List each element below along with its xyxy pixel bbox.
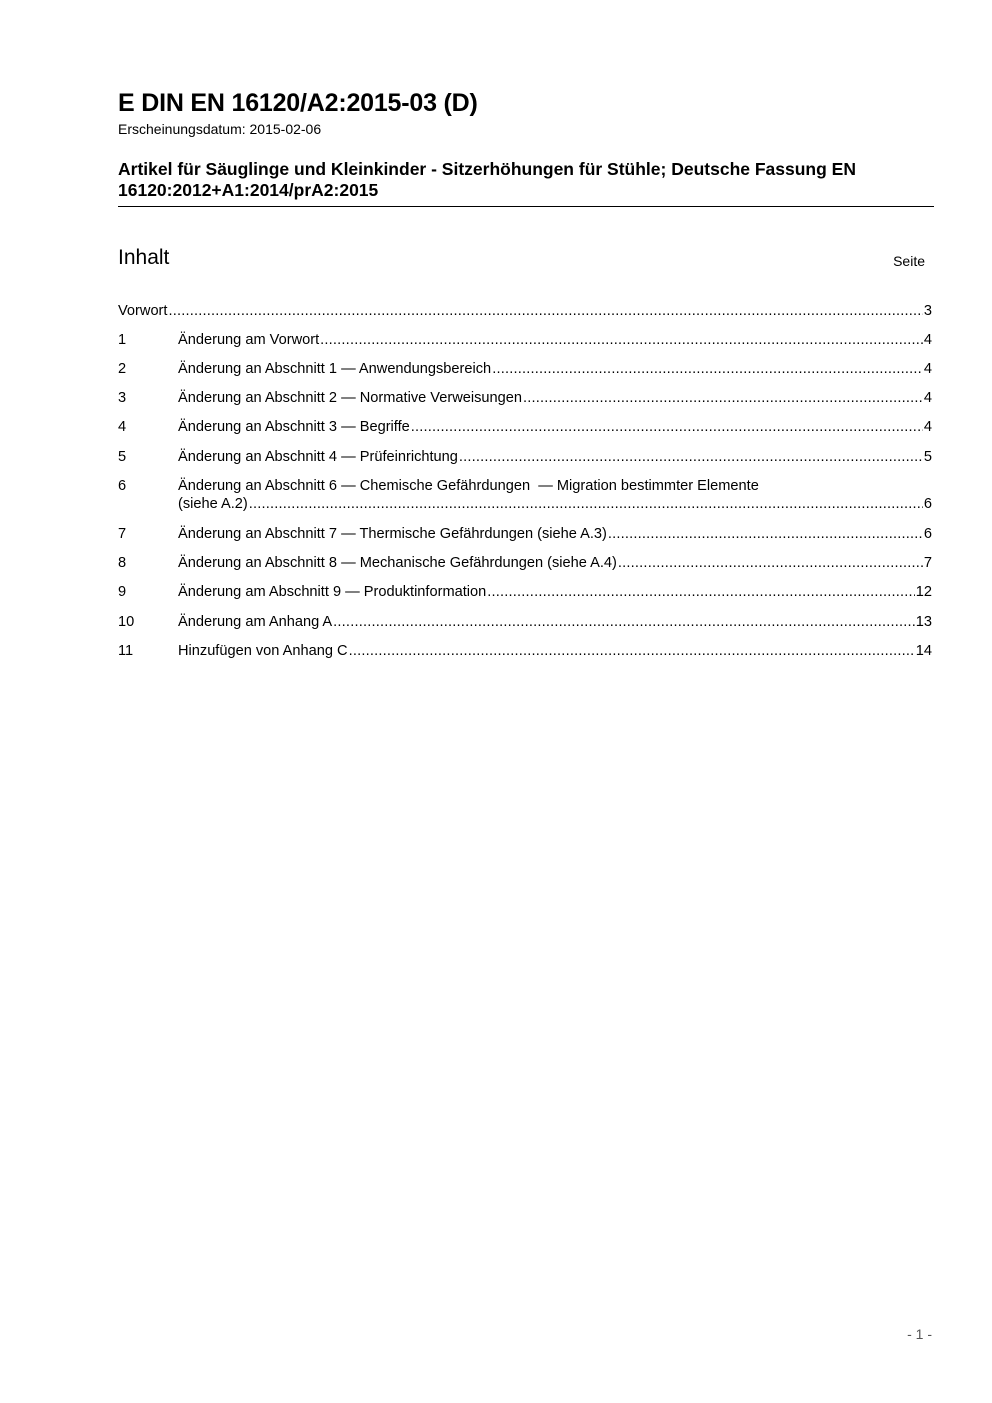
- toc-entry-text-line-1: Änderung an Abschnitt 6 — Chemische Gefährdungen — Migration bestimmter Elemente: [178, 478, 759, 494]
- toc-leader: [249, 495, 923, 513]
- toc-entry-page: 5: [923, 449, 932, 465]
- toc-entry-number: 1: [118, 332, 127, 348]
- toc-entry-page: 4: [923, 390, 932, 406]
- toc-entry-page: 14: [915, 643, 932, 659]
- toc-leader: [333, 613, 915, 631]
- toc-leader: [349, 642, 915, 660]
- toc-entry-text: Änderung an Abschnitt 3 — Begriffe: [178, 419, 410, 435]
- toc-entry-number: 3: [118, 390, 127, 406]
- publication-date: Erscheinungsdatum: 2015-02-06: [118, 121, 322, 137]
- toc-entry-text: Hinzufügen von Anhang C: [178, 643, 348, 659]
- toc-entry-page: 12: [915, 584, 932, 600]
- toc-entry-page: 13: [915, 614, 932, 630]
- toc-entry-number: 6: [118, 478, 127, 494]
- toc-leader: [411, 418, 923, 436]
- toc-heading: Inhalt: [118, 246, 170, 269]
- toc-entry-page: 6: [923, 526, 932, 542]
- document-code: E DIN EN 16120/A2:2015-03 (D): [118, 89, 478, 117]
- toc-leader: [523, 389, 923, 407]
- toc-entry-text: Änderung am Anhang A: [178, 614, 333, 630]
- toc-entry-number: 2: [118, 361, 127, 377]
- toc-leader: [618, 554, 923, 572]
- toc-leader: [168, 302, 922, 320]
- toc-entry-text: Änderung am Abschnitt 9 — Produktinformation: [178, 584, 487, 600]
- toc-entry-number: 9: [118, 584, 127, 600]
- toc-entry-text: Änderung an Abschnitt 2 — Normative Verweisungen: [178, 390, 522, 406]
- toc-entry-text: Änderung an Abschnitt 7 — Thermische Gefährdungen (siehe A.3): [178, 526, 607, 542]
- toc-entry-page: 4: [923, 361, 932, 377]
- toc-entry-page: 4: [923, 419, 932, 435]
- toc-entry-text-line-2: (siehe A.2): [178, 496, 248, 512]
- toc-entry-text: Änderung am Vorwort: [178, 332, 320, 348]
- toc-leader: [492, 360, 923, 378]
- toc-leader: [459, 448, 923, 466]
- toc-entry-number: 4: [118, 419, 127, 435]
- toc-entry-number: 5: [118, 449, 127, 465]
- page-number: - 1 -: [907, 1326, 932, 1342]
- toc-entry-number: 11: [118, 643, 134, 659]
- toc-entry-text: Änderung an Abschnitt 4 — Prüfeinrichtung: [178, 449, 458, 465]
- title-divider: [118, 206, 934, 207]
- toc-leader: [320, 331, 923, 349]
- toc-leader: [608, 525, 923, 543]
- toc-entry-number: 10: [118, 614, 135, 630]
- toc-leader: [487, 583, 915, 601]
- toc-entry-text: Vorwort: [118, 303, 168, 319]
- toc-entry-number: 7: [118, 526, 127, 542]
- toc-entry-number: 8: [118, 555, 127, 571]
- toc-entry-page: 6: [923, 496, 932, 512]
- toc-entry-page: 3: [923, 303, 932, 319]
- toc-entry-text: Änderung an Abschnitt 1 — Anwendungsbereich: [178, 361, 492, 377]
- toc-entry-page: 7: [923, 555, 932, 571]
- toc-page-column-label: Seite: [893, 253, 925, 269]
- toc-entry-page: 4: [923, 332, 932, 348]
- toc-entry-text: Änderung an Abschnitt 8 — Mechanische Gefährdungen (siehe A.4): [178, 555, 617, 571]
- document-title: Artikel für Säuglinge und Kleinkinder - Sitzerhöhungen für Stühle; Deutsche Fassung EN 16120:2012+A1:2014/prA2:2015: [118, 159, 856, 200]
